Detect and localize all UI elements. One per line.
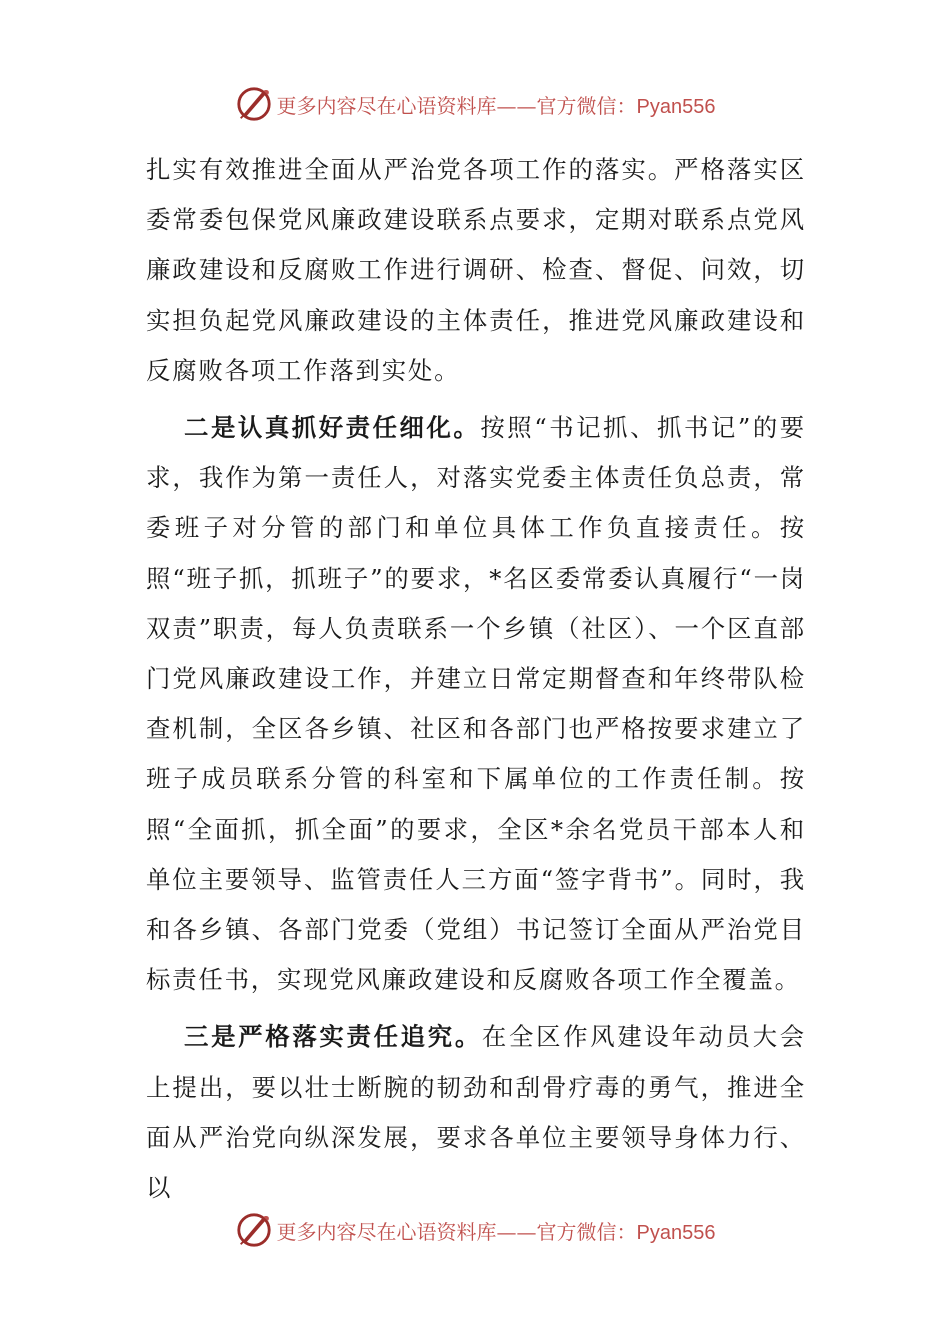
paragraph-2-text: 按照“书记抓、抓书记”的要求，我作为第一责任人，对落实党委主体责任负总责，常委班子对分管的部门和单位具体工作负直接责任。按照“班子抓，抓班子”的要求，*名区委常委认真履行“一岗双责”职责，每人负责联系一个乡镇（社区）、一个区直部门党风廉政建设工作，并建立日常定期督查和年终带队检查机制，全区各乡镇、社区和各部门也严格按要求建立了班子成员联系分管的科室和下属单位的工作责任制。按照“全面抓，抓全面”的要求，全区*余名党员干部本人和单位主要领导、监管责任人三方面“签字背书”。同时，我和各乡镇、各部门党委（党组）书记签订全面从严治党目标责任书，实现党风廉政建设和反腐败各项工作全覆盖。 (146, 413, 806, 995)
header-banner (0, 82, 950, 126)
paragraph-3-text: 在全区作风建设年动员大会上提出，要以壮士断腕的韧劲和刮骨疗毒的勇气，推进全面从严治党向纵深发展，要求各单位主要领导身体力行、以 (146, 1022, 806, 1203)
header-wechat-id: Pyan556 (636, 95, 716, 118)
paragraph-2-lead: 二是认真抓好责任细化。 (184, 413, 481, 443)
paragraph-1 (146, 145, 806, 396)
footer-separator: —— (496, 1219, 537, 1244)
paragraph-2 (146, 403, 806, 1005)
footer-site-name: 更多内容尽在心语资料库 (276, 1219, 497, 1244)
header-banner-text (277, 90, 716, 119)
paragraph-3-lead: 三是严格落实责任追究。 (184, 1022, 482, 1052)
header-site-name: 更多内容尽在心语资料库 (276, 93, 497, 118)
footer-wechat-label: 官方微信： (536, 1219, 637, 1244)
header-wechat-label: 官方微信： (536, 93, 637, 118)
footer-wechat-id: Pyan556 (636, 1221, 716, 1244)
document-body (146, 145, 806, 1213)
footer-banner-text (277, 1216, 716, 1245)
quill-logo-icon (235, 1211, 273, 1249)
footer-banner (0, 1208, 950, 1252)
paragraph-3 (146, 1012, 806, 1213)
header-separator: —— (496, 93, 537, 118)
paragraph-1-text: 扎实有效推进全面从严治党各项工作的落实。严格落实区委常委包保党风廉政建设联系点要求，定期对联系点党风廉政建设和反腐败工作进行调研、检查、督促、问效，切实担负起党风廉政建设的主体责任，推进党风廉政建设和反腐败各项工作落到实处。 (146, 155, 806, 385)
quill-logo-icon (235, 85, 273, 123)
